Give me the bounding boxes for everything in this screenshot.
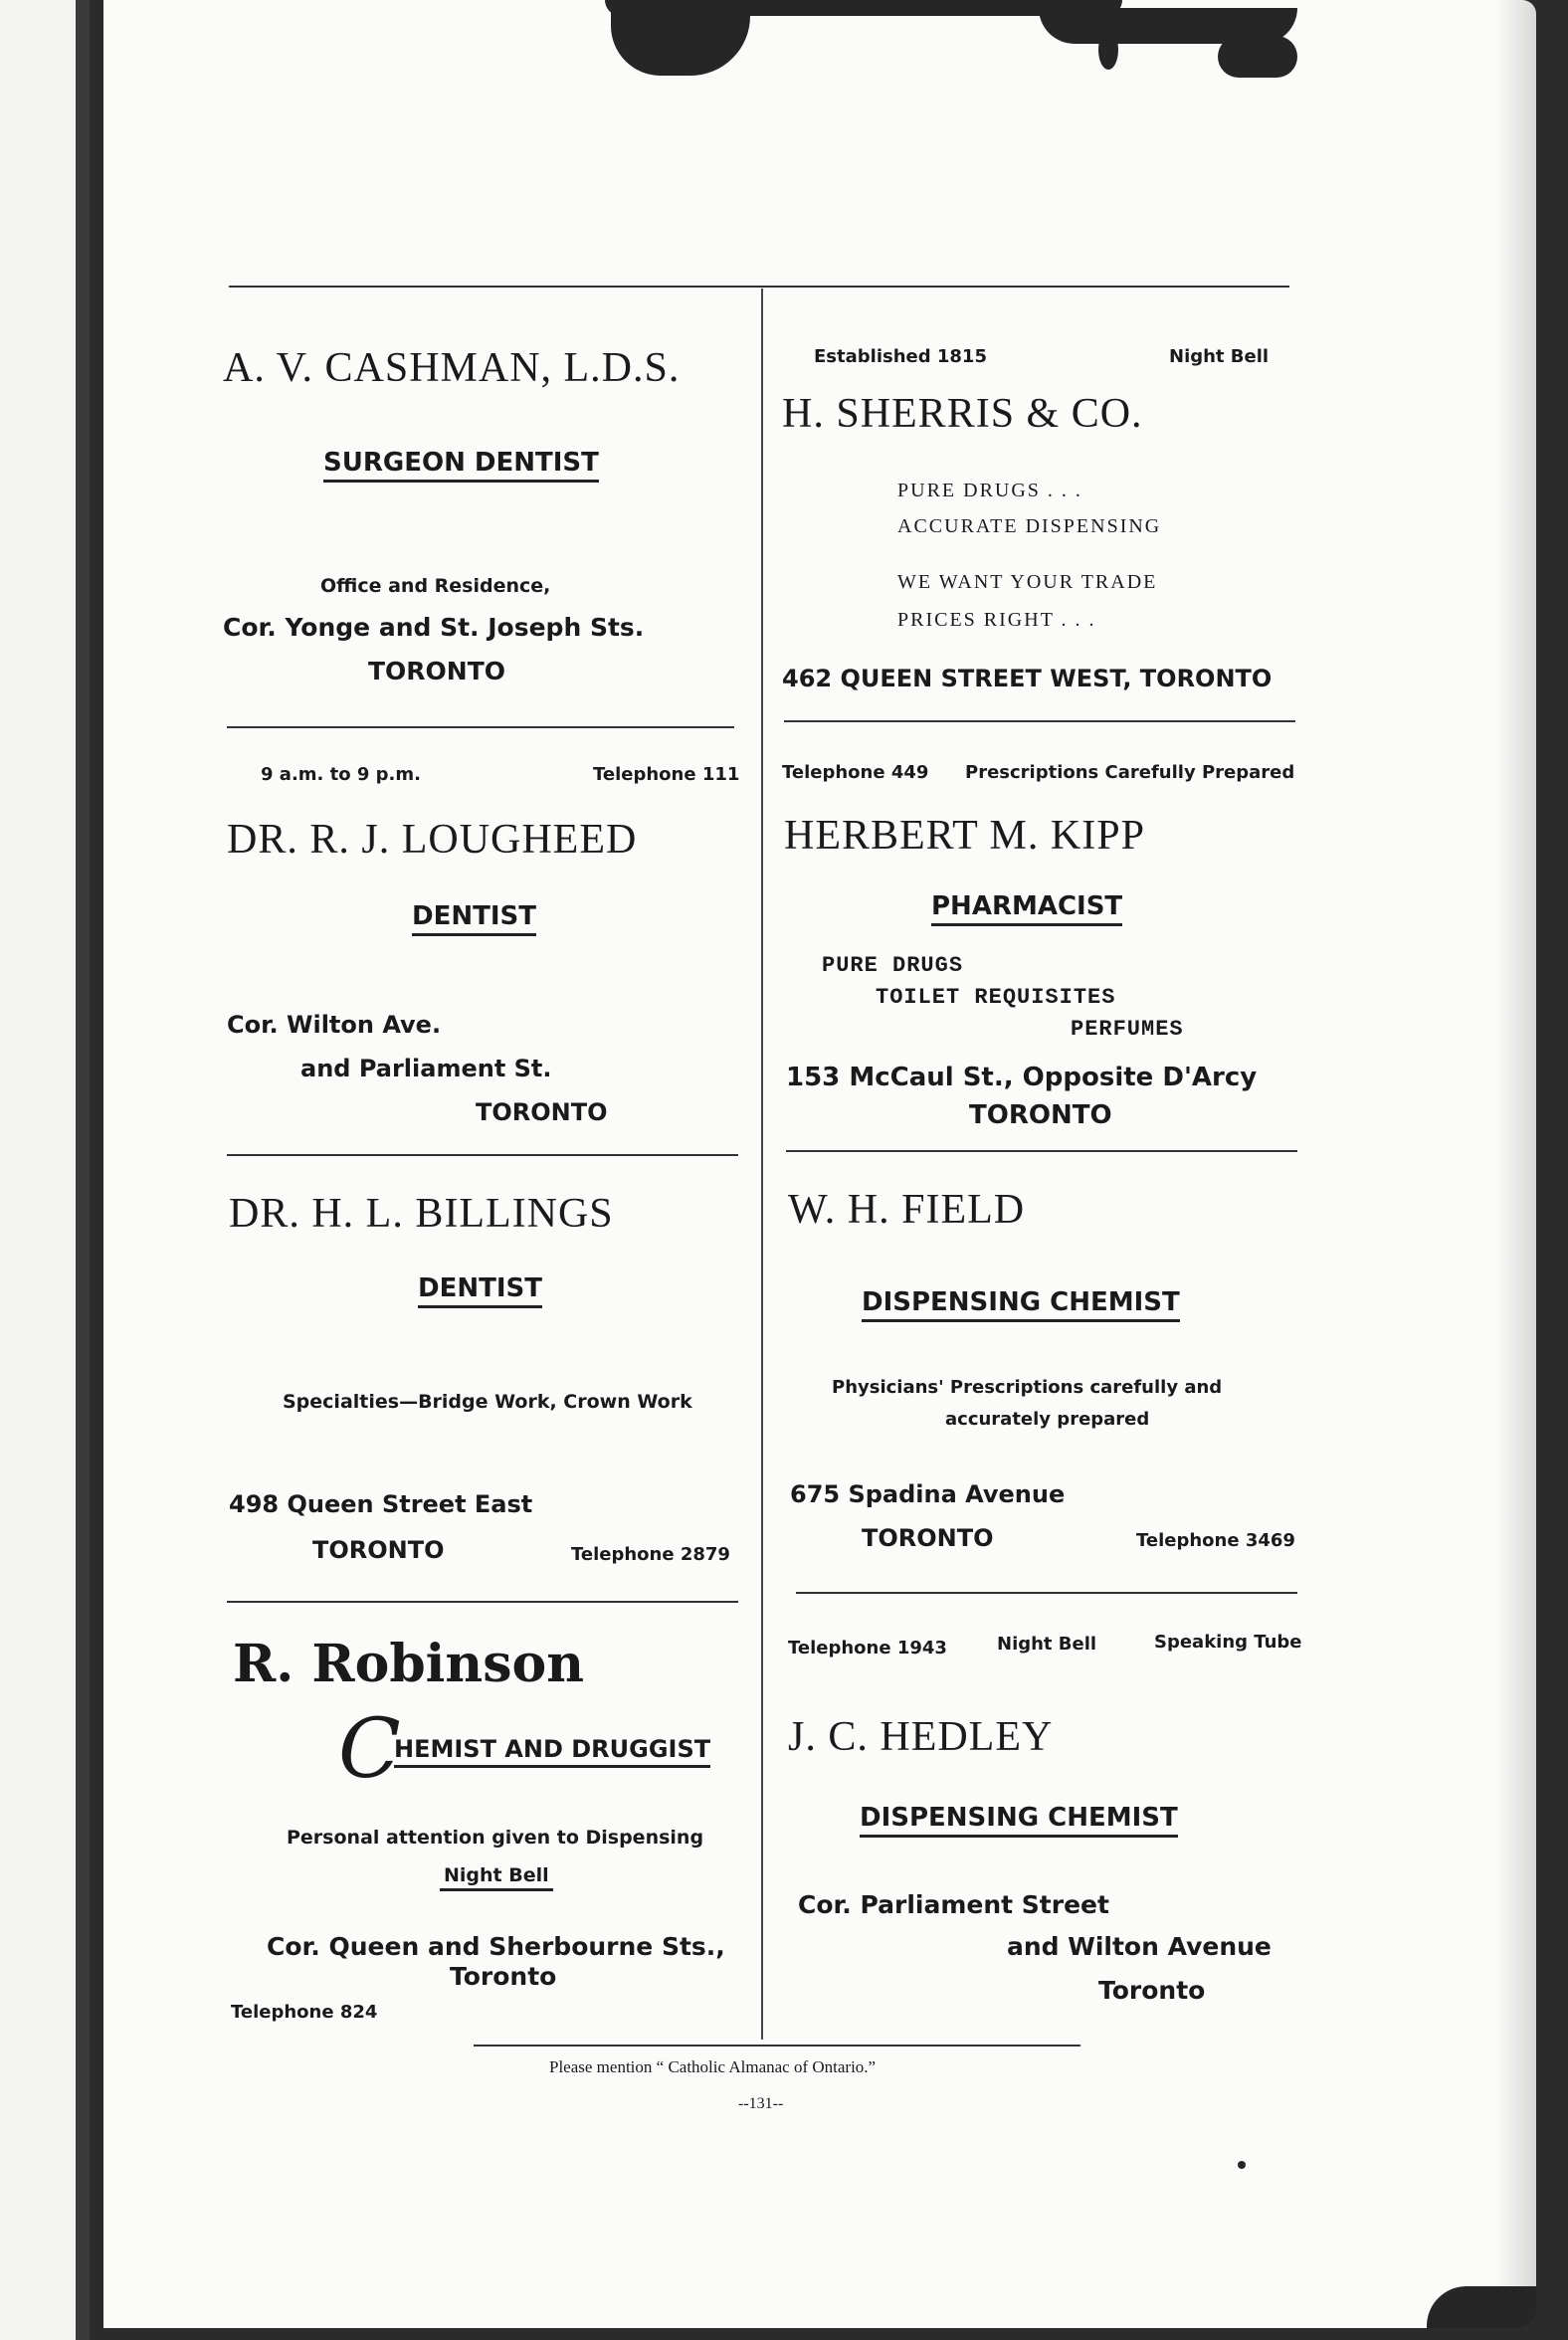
ad-city: TORONTO <box>476 1098 608 1126</box>
facing-page-edge <box>0 0 90 2340</box>
page-damage <box>1427 2286 1536 2328</box>
ad-name: DR. R. J. LOUGHEED <box>227 817 638 863</box>
ad-address: 153 McCaul St., Opposite D'Arcy <box>786 1063 1258 1092</box>
ad-hours: 9 a.m. to 9 p.m. <box>261 764 421 785</box>
page-damage <box>611 0 750 76</box>
footer-note: Please mention “ Catholic Almanac of Ontario.” <box>549 2057 877 2076</box>
page-number: --131-- <box>738 2095 784 2112</box>
ad-name: A. V. CASHMAN, L.D.S. <box>223 345 681 391</box>
ad-text: TOILET REQUISITES <box>876 985 1116 1010</box>
ad-name: HERBERT M. KIPP <box>784 813 1145 859</box>
ad-name: DR. H. L. BILLINGS <box>229 1191 614 1237</box>
divider <box>227 726 734 728</box>
divider <box>784 720 1295 722</box>
ad-title: SURGEON DENTIST <box>323 448 599 483</box>
ad-city: TORONTO <box>312 1536 445 1564</box>
ad-title: DENTIST <box>418 1273 542 1308</box>
ad-address: and Wilton Avenue <box>1007 1932 1272 1961</box>
ad-name: H. SHERRIS & CO. <box>782 391 1143 437</box>
ad-established: Established 1815 <box>814 346 987 367</box>
ad-telephone: Telephone 2879 <box>571 1544 730 1565</box>
ad-address: Cor. Queen and Sherbourne Sts., <box>267 1932 725 1961</box>
ad-city: Toronto <box>450 1962 557 1991</box>
ad-night-bell: Night Bell <box>1169 346 1270 367</box>
page-dot <box>1238 2161 1246 2169</box>
top-rule <box>229 286 1289 288</box>
divider <box>227 1601 738 1603</box>
ad-text: Specialties—Bridge Work, Crown Work <box>283 1391 692 1413</box>
ad-address: Cor. Parliament Street <box>798 1890 1109 1919</box>
ad-text: Office and Residence, <box>320 575 551 597</box>
divider <box>786 1150 1297 1152</box>
ad-address: 675 Spadina Avenue <box>790 1480 1066 1508</box>
ad-city: TORONTO <box>969 1100 1112 1130</box>
ad-address: and Parliament St. <box>300 1055 552 1082</box>
decorative-initial: C <box>338 1702 401 1797</box>
ad-title: HEMIST AND DRUGGIST <box>394 1735 710 1768</box>
ad-city: TORONTO <box>368 657 506 685</box>
ad-telephone: Telephone 111 <box>593 764 740 785</box>
ad-text: Personal attention given to Dispensing <box>287 1827 704 1849</box>
ad-night-bell: Night Bell <box>440 1864 553 1891</box>
ad-night-bell: Night Bell <box>997 1634 1097 1655</box>
ad-text: PRICES RIGHT . . . <box>897 609 1096 631</box>
ad-text: PURE DRUGS . . . <box>897 480 1082 501</box>
ad-city: TORONTO <box>862 1524 994 1552</box>
ad-note: Prescriptions Carefully Prepared <box>965 762 1295 783</box>
ad-city: Toronto <box>1098 1976 1206 2005</box>
ad-title: PHARMACIST <box>931 891 1122 926</box>
ad-title: DISPENSING CHEMIST <box>860 1803 1178 1838</box>
ad-speaking-tube: Speaking Tube <box>1154 1632 1302 1653</box>
divider <box>227 1154 738 1156</box>
ad-telephone: Telephone 3469 <box>1136 1530 1295 1551</box>
ad-address: 462 QUEEN STREET WEST, TORONTO <box>782 665 1273 692</box>
footer-rule <box>474 2045 1080 2047</box>
ad-text: ACCURATE DISPENSING <box>897 515 1162 537</box>
page-damage <box>1218 36 1297 78</box>
ad-address: Cor. Wilton Ave. <box>227 1011 442 1039</box>
column-divider <box>761 289 763 2040</box>
ad-title: DISPENSING CHEMIST <box>862 1287 1180 1322</box>
ad-text: accurately prepared <box>945 1409 1150 1430</box>
ad-name: J. C. HEDLEY <box>788 1714 1054 1760</box>
ad-address: Cor. Yonge and St. Joseph Sts. <box>223 613 645 642</box>
ad-text: WE WANT YOUR TRADE <box>897 571 1158 593</box>
ad-name: R. Robinson <box>233 1634 585 1694</box>
ad-telephone: Telephone 449 <box>782 762 929 783</box>
ad-name: W. H. FIELD <box>788 1187 1026 1233</box>
ad-title: DENTIST <box>412 901 536 936</box>
page-damage <box>1098 30 1118 70</box>
ad-text: Physicians' Prescriptions carefully and <box>832 1377 1223 1398</box>
ad-telephone: Telephone 824 <box>231 2002 378 2023</box>
ad-text: PERFUMES <box>1071 1017 1184 1042</box>
ad-address: 498 Queen Street East <box>229 1490 533 1518</box>
divider <box>796 1592 1297 1594</box>
ad-telephone: Telephone 1943 <box>788 1638 947 1658</box>
ad-text: PURE DRUGS <box>822 953 964 978</box>
